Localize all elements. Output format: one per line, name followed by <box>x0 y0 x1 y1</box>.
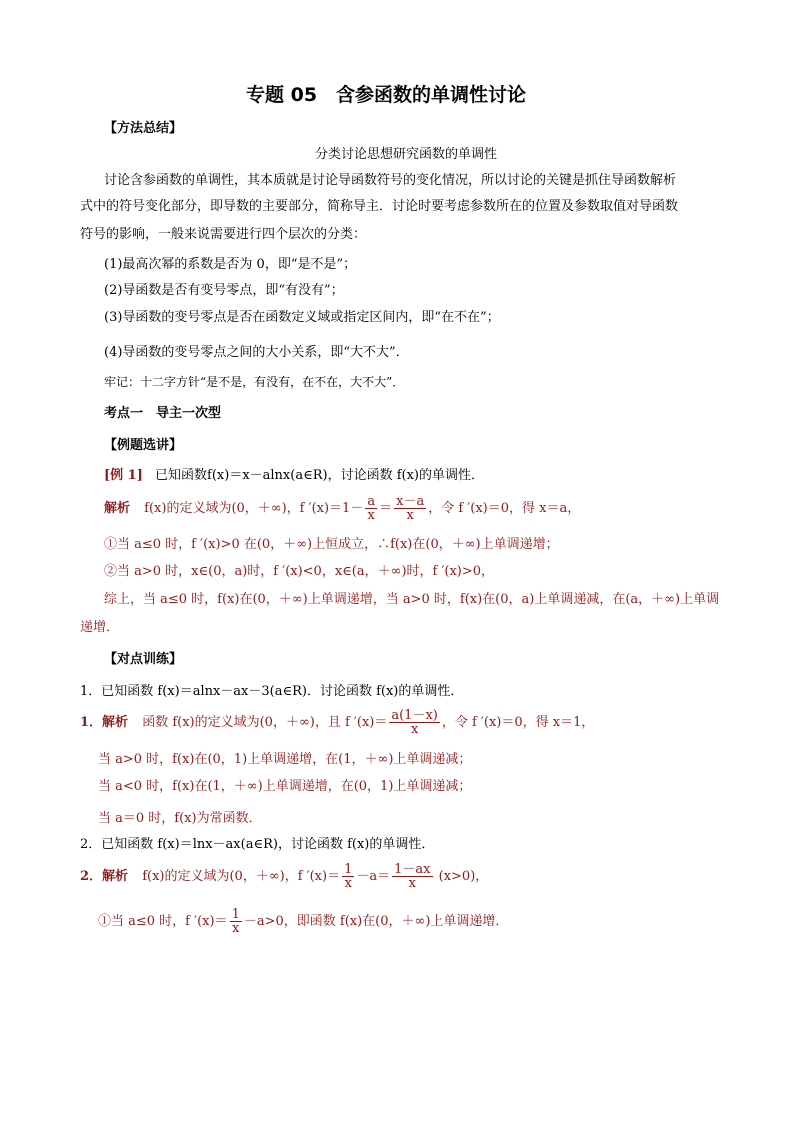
practice-1-solution <box>80 706 594 740</box>
memo-text: 牢记：十二字方针“是不是，有没有，在不在，大不大”． <box>104 375 405 389</box>
summary-item-2: (2)导函数是否有变号零点，即“有没有”； <box>104 283 344 298</box>
summary-para-line-2: 式中的符号变化部分，即导数的主要部分，简称导主．讨论时要考虑参数所在的位置及参数取值对导函数 <box>80 199 679 214</box>
practice-1-case-3: 当 a＝0 时，f(x)为常函数． <box>98 811 262 826</box>
practice-2-case-1-post: －a>0，即函数 f(x)在(0，＋∞)上单调递增． <box>243 914 509 929</box>
fraction-denominator: x <box>410 722 419 737</box>
fraction-numerator: 1 <box>344 862 353 877</box>
summary-para-line-3: 符号的影响，一般来说需要进行四个层次的分类： <box>80 227 367 242</box>
fraction-numerator: x－a <box>396 494 425 509</box>
fraction-numerator: a(1－x) <box>391 708 438 723</box>
practice-1-sol-text-1: 函数 f(x)的定义域为(0，＋∞)，且 f ′(x)＝ <box>142 715 388 730</box>
fraction-1-over-x <box>230 908 242 935</box>
example-q-post: ，讨论函数 f(x)的单调性． <box>327 468 484 483</box>
practice-1-sol-label: 1．解析 <box>80 715 129 730</box>
equals-sign: ＝ <box>379 501 393 516</box>
method-summary-heading: 【方法总结】 <box>104 121 183 136</box>
practice-2-sol-text-2: (x>0)， <box>434 869 489 884</box>
summary-para-line-1: 讨论含参函数的单调性，其本质就是讨论导函数符号的变化情况，所以讨论的关键是抓住导函数解析 <box>104 173 677 188</box>
solution-text-1: f(x)的定义域为(0，＋∞)，f ′(x)＝1－ <box>144 501 364 516</box>
example-label: [例 1] <box>104 468 143 483</box>
summary-item-4: (4)导函数的变号零点之间的大小关系，即“大不大”． <box>104 345 409 360</box>
practice-2-sol-label: 2．解析 <box>80 869 129 884</box>
practice-1-case-2: 当 a<0 时，f(x)在(1，＋∞)上单调递增，在(0，1)上单调递减； <box>98 779 472 794</box>
fraction-numerator: 1－ax <box>394 862 431 877</box>
example-summary-1: 综上，当 a≤0 时，f(x)在(0，＋∞)上单调递增，当 a>0 时，f(x)在(0，a)上单调递减，在(a，＋∞)上单调 <box>104 592 720 607</box>
practice-1-case-1: 当 a>0 时，f(x)在(0，1)上单调递增，在(1，＋∞)上单调递减； <box>98 752 472 767</box>
example-summary-2: 递增． <box>80 620 120 635</box>
fraction-x-minus-a-over-x <box>394 495 426 522</box>
solution-text-2: ，令 f ′(x)＝0，得 x＝a， <box>428 501 581 516</box>
practice-2-question: 2．已知函数 f(x)＝lnx－ax(a∈R)，讨论函数 f(x)的单调性． <box>80 837 435 852</box>
method-subtitle: 分类讨论思想研究函数的单调性 <box>315 147 498 162</box>
example-q-func: f(x)＝x－alnx(a∈R) <box>207 468 328 483</box>
fraction-numerator: a <box>367 494 376 509</box>
fraction-a-1-minus-x-over-x <box>389 709 440 736</box>
summary-item-1: (1)最高次幂的系数是否为 0，即“是不是”； <box>104 257 357 272</box>
fraction-numerator: 1 <box>231 907 240 922</box>
practice-2-case-1 <box>98 905 508 939</box>
practice-2-case-1-pre: ①当 a≤0 时，f ′(x)＝ <box>98 914 228 929</box>
practice-2-sol-text-1: f(x)的定义域为(0，＋∞)，f ′(x)＝ <box>142 869 341 884</box>
example-case-2: ②当 a>0 时，x∈(0，a)时，f ′(x)<0，x∈(a，＋∞)时，f ′(x)>0， <box>104 564 495 579</box>
summary-item-3: (3)导函数的变号零点是否在函数定义域或指定区间内，即“在不在”； <box>104 310 500 325</box>
practice-1-sol-text-2: ，令 f ′(x)＝0，得 x＝1， <box>441 715 595 730</box>
practice-2-solution <box>80 860 488 894</box>
solution-label: 解析 <box>104 501 131 516</box>
page-title: 专题 05 含参函数的单调性讨论 <box>246 84 527 106</box>
kaodian-heading: 考点一 导主一次型 <box>104 406 222 421</box>
fraction-denominator: x <box>232 921 240 936</box>
fraction-1-minus-ax-over-x <box>392 863 432 890</box>
example-case-1: ①当 a≤0 时，f ′(x)>0 在(0，＋∞)上恒成立，∴f(x)在(0，＋∞)上单调递增； <box>104 537 559 552</box>
practice-heading: 【对点训练】 <box>104 652 183 667</box>
example-1-solution <box>104 494 580 524</box>
example-1-question <box>104 467 484 485</box>
practice-1-question: 1．已知函数 f(x)＝alnx－ax－3(a∈R)．讨论函数 f(x)的单调性． <box>80 684 464 699</box>
fraction-denominator: x <box>344 876 352 891</box>
fraction-denominator: x <box>408 876 416 891</box>
example-q-pre: 已知函数 <box>155 468 208 483</box>
practice-2-mid: －a＝ <box>356 869 391 884</box>
fraction-a-over-x <box>365 495 377 522</box>
example-heading: 【例题选讲】 <box>104 438 183 453</box>
fraction-denominator: x <box>367 508 375 523</box>
fraction-1-over-x <box>342 863 354 890</box>
fraction-denominator: x <box>406 508 414 523</box>
